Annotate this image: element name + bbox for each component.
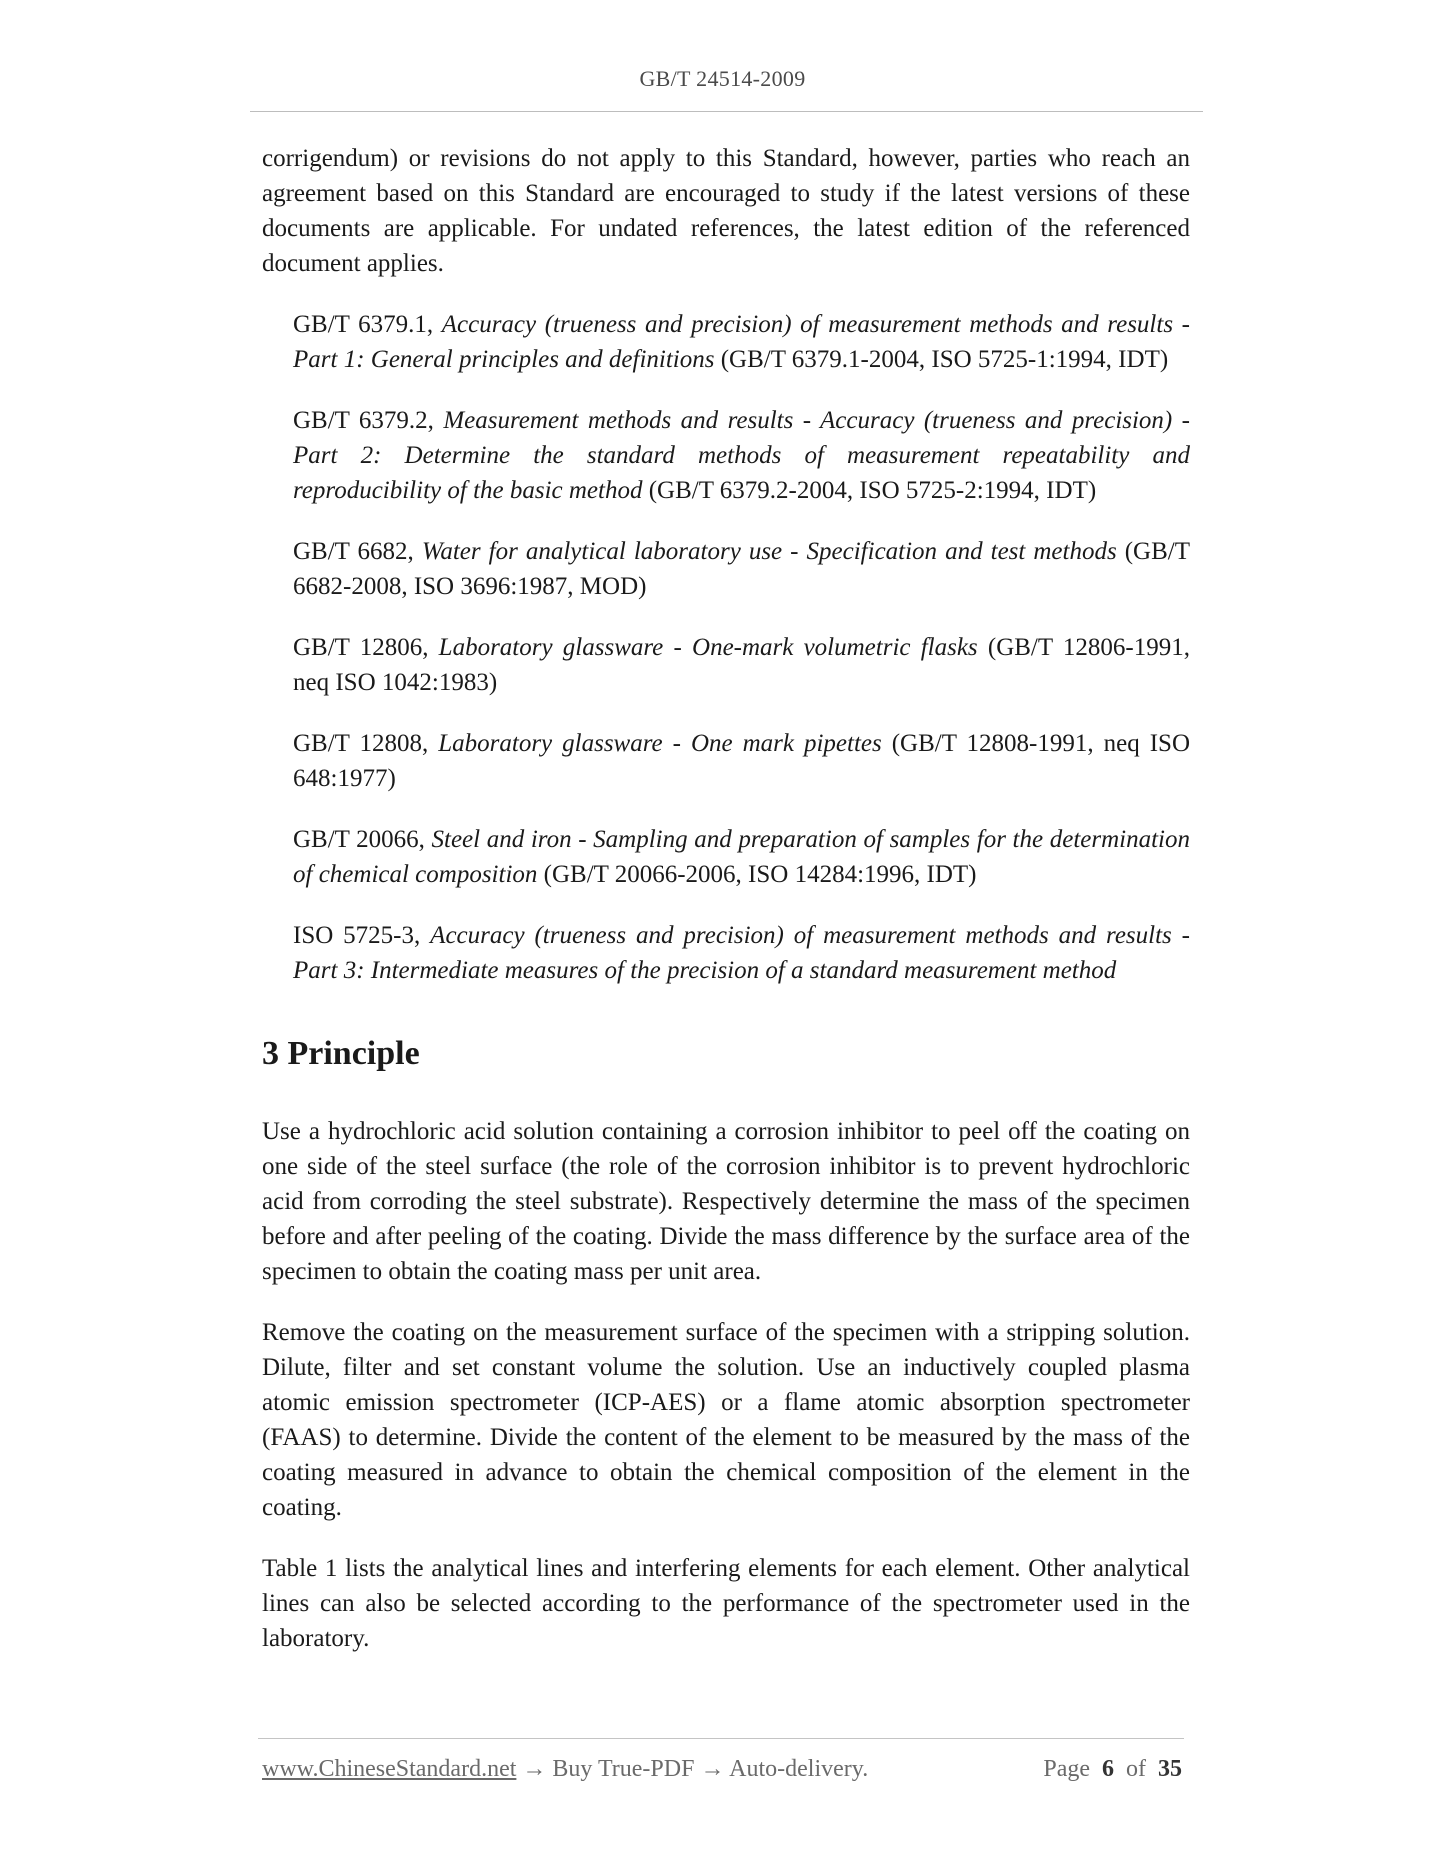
auto-delivery-text: Auto-delivery. (729, 1756, 869, 1782)
document-body (262, 141, 1190, 1682)
footer-promo (262, 1756, 868, 1783)
section-paragraph: Remove the coating on the measurement surface of the specimen with a stripping solution. Dilute, filter and set constant volume the solution. Use an inductively coupled plasma atomic emission spectrometer (ICP-AES) or a flame atomic absorption spectrometer (FAAS) to determine. Divide the content of the element to be measured by the mass of the coating measured in advance to obtain the chemical composition of the element in the coating. (262, 1319, 1190, 1521)
arrow-right-icon: → (700, 1756, 725, 1782)
page-total: 35 (1158, 1756, 1182, 1782)
reference-suffix: (GB/T 6379.2-2004, ISO 5725-2:1994, IDT) (642, 477, 1097, 504)
reference-item (293, 534, 1190, 604)
reference-title: Accuracy (trueness and precision) of measurement methods and results - Part 3: Intermediate measures of the precision of a standard measurement method (293, 922, 1190, 984)
page-header-standard-code: GB/T 24514-2009 (639, 66, 806, 91)
reference-code: GB/T 6379.2, (293, 407, 444, 434)
reference-suffix: (GB/T 12806-1991, neq ISO 1042:1983) (293, 634, 1190, 696)
intro-paragraph: corrigendum) or revisions do not apply to this Standard, however, parties who reach an agreement based on this Standard are encouraged to study if the latest versions of these documents are applicable. For undated references, the latest edition of the referenced document applies. (262, 145, 1190, 277)
reference-code: GB/T 20066, (293, 826, 432, 853)
reference-suffix: (GB/T 6682-2008, ISO 3696:1987, MOD) (293, 538, 1191, 600)
section-paragraph: Table 1 lists the analytical lines and interfering elements for each element. Other analytical lines can also be selected according to the performance of the spectrometer used in the laboratory. (262, 1555, 1190, 1652)
reference-suffix: (GB/T 12808-1991, neq ISO 648:1977) (293, 730, 1190, 792)
reference-suffix: (GB/T 20066-2006, ISO 14284:1996, IDT) (537, 861, 977, 888)
reference-item (293, 822, 1190, 892)
section-paragraph: Use a hydrochloric acid solution containing a corrosion inhibitor to peel off the coating on one side of the steel surface (the role of the corrosion inhibitor is to prevent hydrochloric acid from corroding the steel substrate). Respectively determine the mass of the specimen before and after peeling of the coating. Divide the mass difference by the surface area of the specimen to obtain the coating mass per unit area. (262, 1118, 1190, 1285)
reference-suffix: (GB/T 6379.1-2004, ISO 5725-1:1994, IDT) (714, 346, 1169, 373)
reference-title: Laboratory glassware - One mark pipettes (438, 730, 882, 757)
page-current: 6 (1102, 1756, 1114, 1782)
reference-code: GB/T 6379.1, (293, 311, 442, 338)
reference-title: Laboratory glassware - One-mark volumetric flasks (438, 634, 978, 661)
reference-item (293, 918, 1190, 988)
arrow-right-icon: → (522, 1756, 547, 1782)
reference-code: GB/T 6682, (293, 538, 422, 565)
reference-item (293, 630, 1190, 700)
buy-pdf-text: Buy True-PDF (552, 1756, 695, 1782)
reference-title: Water for analytical laboratory use - Specification and test methods (421, 538, 1117, 565)
reference-item (293, 307, 1190, 377)
reference-title: Accuracy (trueness and precision) of measurement methods and results - Part 1: General principles and definitions (293, 311, 1190, 373)
footer-divider (258, 1738, 1184, 1739)
section-heading: 3 Principle (262, 1035, 420, 1072)
normative-references-list (262, 307, 1190, 988)
reference-title: Steel and iron - Sampling and preparation of samples for the determination of chemical composition (293, 826, 1190, 888)
reference-code: GB/T 12806, (293, 634, 439, 661)
reference-code: GB/T 12808, (293, 730, 439, 757)
reference-title: Measurement methods and results - Accuracy (trueness and precision) - Part 2: Determine the standard methods of measurement repeatability and reproducibility of the basic method (293, 407, 1191, 504)
header-divider (250, 111, 1203, 112)
reference-code: ISO 5725-3, (293, 922, 431, 949)
site-link[interactable]: www.ChineseStandard.net (262, 1756, 517, 1782)
page-label: Page (1043, 1756, 1090, 1782)
reference-item (293, 726, 1190, 796)
reference-item (293, 403, 1190, 508)
page-number (1043, 1756, 1182, 1783)
of-label: of (1126, 1756, 1146, 1782)
